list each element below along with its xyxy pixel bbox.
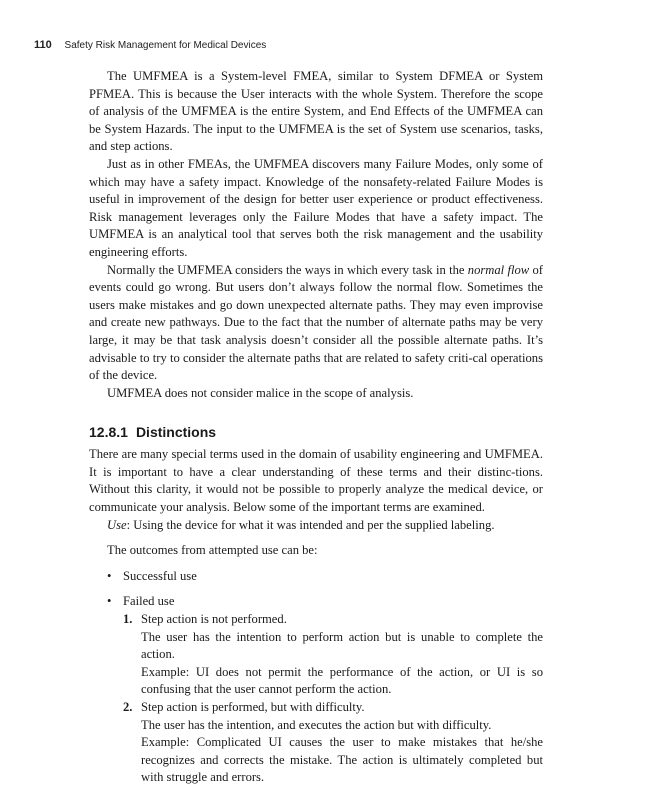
list-item-failed-use [89,593,543,787]
step-title: Step action is performed, but with difficulty. [141,700,365,714]
running-header [34,39,266,51]
step-item-not-performed [123,611,543,699]
paragraph-failure-modes: Just as in other FMEAs, the UMFMEA discovers many Failure Modes, only some of which may have a safety impact. Knowledge of the nonsafety-related Failure Modes is useful in improvement of the design for better user experience or product effectiveness. Risk management leverages only the Failure Modes that have a safety impact. The UMFMEA is an analytical tool that serves both the risk management and the usability engineering efforts. [89,156,543,259]
section-number: 12.8.1 [89,424,128,441]
outcomes-list [89,568,543,787]
normal-flow-emphasis: normal flow [467,262,530,277]
outcome-label: Failed use [123,594,175,609]
use-term: Use [107,517,127,532]
section-title: Distinctions [135,424,217,441]
step-example: Example: UI does not permit the performance of the action, or UI is so confusing that the user cannot perform the action. [141,664,543,697]
bullet-marker: • [107,568,112,583]
step-detail: The user has the intention, and executes the action but with difficulty. [141,717,492,732]
section-heading [89,422,543,442]
bullet-marker: • [107,594,112,609]
use-definition-text: : Using the device for what it was intended and per the supplied labeling. [126,517,495,532]
paragraph-malice: UMFMEA does not consider malice in the scope of analysis. [107,385,414,400]
step-number: 1. [123,612,133,627]
outcomes-intro: The outcomes from attempted use can be: [107,543,318,558]
page-number: 110 [34,39,52,51]
normal-flow-text-after: of events could go wrong. But users don’t always follow the normal flow. Sometimes the users make mistakes and go down unexpected alternate paths. They may even improvise and create new pathways. Due to the fact that the number of alternate paths may be very large, it may be that task analysis doesn’t consider all the possible alternate paths. It’s advisable to try to consider the alternate paths that are related to safety criti-cal operations of the device. [89,262,543,383]
step-item-with-difficulty [123,699,543,787]
paragraph-system-level: The UMFMEA is a System-level FMEA, similar to System DFMEA or System PFMEA. This is because the User interacts with the whole System. Therefore the scope of analysis of the UMFMEA is the entire System, and End Effects of the UMFMEA can be System Hazards. The input to the UMFMEA is the set of System use scenarios, tasks, and step actions. [89,69,543,154]
step-detail: The user has the intention to perform action but is unable to complete the action. [141,629,543,662]
step-number: 2. [123,700,133,714]
section-intro-paragraph: There are many special terms used in the domain of usability engineering and UMFMEA. It is important to have a clear understanding of these terms and their distinc-tions. Without this clarity, it would not be possible to properly analyze the medical device, or communicate your analysis. Below some of the important terms are examined. [89,447,543,515]
outcome-label: Successful use [123,568,197,583]
step-example: Example: Complicated UI causes the user to make mistakes that he/she recognizes and corrects the mistake. The action is ultimately completed but with struggle and errors. [141,735,543,785]
body-text [89,68,543,787]
step-title: Step action is not performed. [141,612,287,627]
running-title: Safety Risk Management for Medical Devices [64,40,267,51]
paragraph-normal-flow [89,262,543,385]
use-definition [89,517,543,535]
list-item-successful-use [89,568,543,586]
failed-use-steps [123,611,543,787]
normal-flow-text-before: Normally the UMFMEA considers the ways in which every task in the [107,262,468,277]
